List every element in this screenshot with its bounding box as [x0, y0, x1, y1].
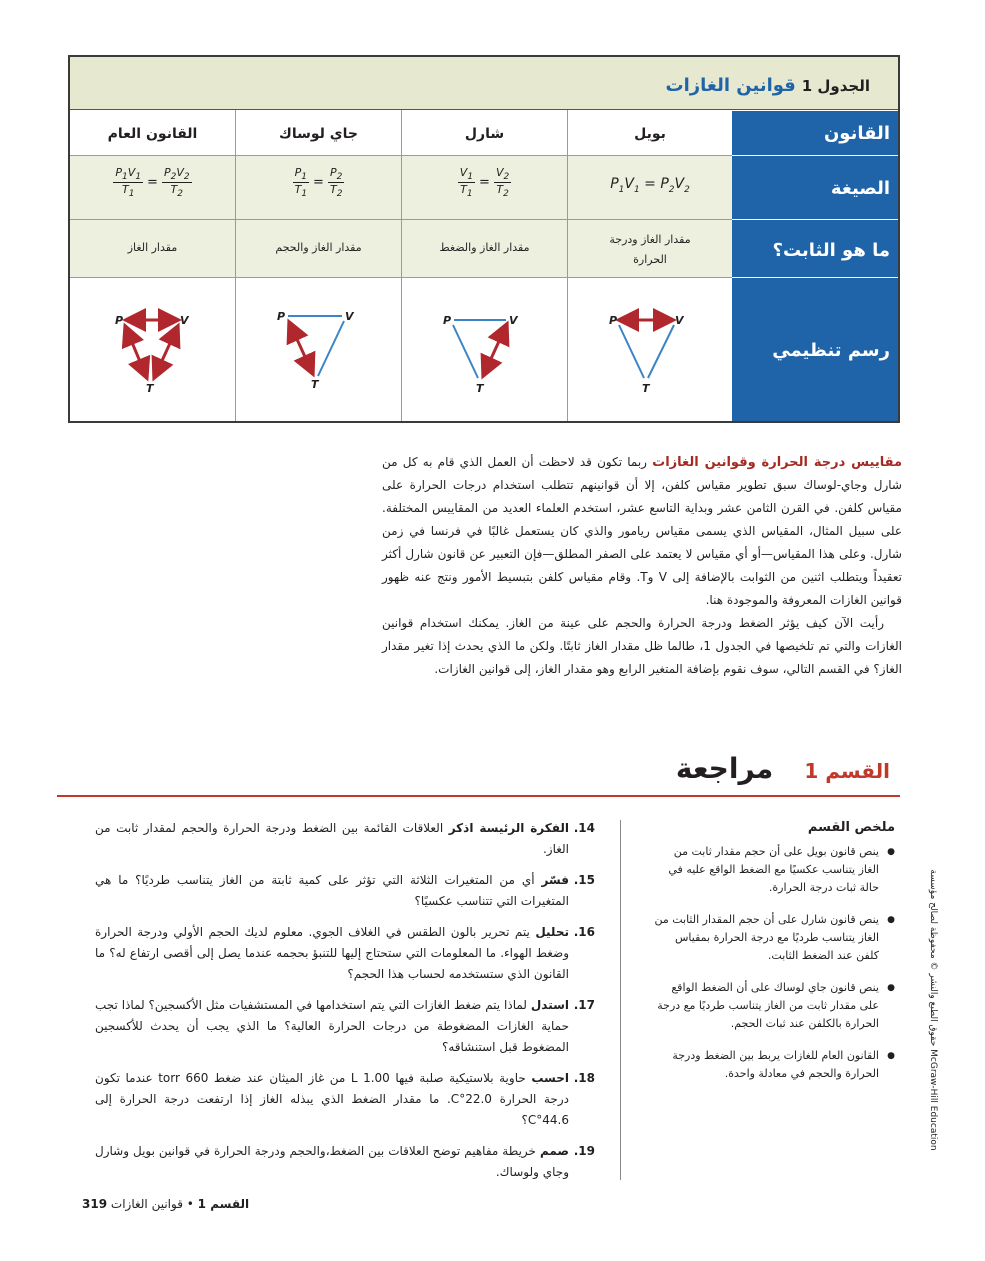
- question-verb: فسّر: [541, 873, 569, 887]
- diagram-charles: [401, 277, 567, 421]
- question-verb: الفكرة الرئيسة اذكر: [448, 821, 569, 835]
- question-number: 17.: [573, 998, 595, 1012]
- summary-title: ملخص القسم: [807, 820, 895, 835]
- review-questions: [95, 818, 595, 1193]
- review-heading: مراجعة: [675, 752, 774, 785]
- question-17: [95, 995, 595, 1058]
- diagram-combined: [70, 277, 235, 421]
- constant-boyle: مقدار الغاز ودرجة الحرارة: [567, 219, 732, 277]
- page-footer: [68, 1197, 368, 1211]
- diagram-label-t: T: [146, 382, 154, 395]
- question-number: 14.: [573, 821, 595, 835]
- diagram-label-p: P: [277, 310, 286, 323]
- diagram-label-t: T: [311, 378, 319, 391]
- column-header-boyle: بويل: [567, 110, 732, 155]
- question-text: يتم تحرير بالون الطقس في الغلاف الجوي. معلوم لديك الحجم الأولي ودرجة الحرارة وضغط الهواء. ما المعلومات التي ستحتاج إليها للتنبؤ بحجمه عندما يصل إلى أقصى ارتفاع له؟ ما القانون الذي ستستخدمه لحساب هذا الحجم؟: [95, 925, 569, 981]
- question-15: [95, 870, 595, 912]
- question-text: أي من المتغيرات الثلاثة التي تؤثر على كمية ثابتة من الغاز يتناسب طرديًا؟ ما هي المتغيرات التي تتناسب عكسيًا؟: [95, 873, 569, 908]
- gas-laws-table: [68, 55, 900, 423]
- column-header-gay-lussac: جاي لوساك: [235, 110, 401, 155]
- footer-section: القسم 1: [197, 1197, 250, 1211]
- question-number: 19.: [573, 1144, 595, 1158]
- copyright-text: حقوق الطبع والنشر © محفوظة لصالح مؤسسة McGraw-Hill Education: [928, 869, 938, 1151]
- diagram-label-p: P: [609, 314, 618, 327]
- body-heading: مقاييس درجة الحرارة وقوانين الغازات: [652, 455, 902, 470]
- question-verb: صمم: [539, 1144, 569, 1158]
- question-text: العلاقات القائمة بين الضغط ودرجة الحرارة والحجم لمقدار ثابت من الغاز.: [95, 821, 569, 856]
- question-verb: تحليل: [535, 925, 569, 939]
- constant-charles: مقدار الغاز والضغط: [401, 219, 567, 277]
- section-label: القسم 1: [804, 759, 890, 783]
- diagram-boyle: [567, 277, 732, 421]
- diagram-label-v: V: [509, 314, 518, 327]
- question-text: خريطة مفاهيم توضح العلاقات بين الضغط،والحجم ودرجة الحرارة في قوانين بويل وشارل وجاي ولوساك.: [95, 1144, 569, 1179]
- column-header-charles: شارل: [401, 110, 567, 155]
- body-text: [382, 451, 902, 681]
- caption-title: قوانين الغازات: [665, 75, 796, 96]
- diagram-label-v: V: [345, 310, 354, 323]
- paragraph-1: [382, 451, 902, 612]
- diagram-label-v: V: [675, 314, 684, 327]
- question-number: 18.: [573, 1071, 595, 1085]
- formula-charles: $\frac{V_1}{T_1}$ = $\frac{V_2}{T_2}$: [401, 155, 567, 219]
- paragraph-1-text: ربما تكون قد لاحظت أن العمل الذي قام به كل من شارل وجاي-لوساك سبق تطوير مقياس كلفن، إلا أن قوانينهم تتطلب استخدام درجات الحرارة على مقياس كلفن. في القرن الثامن عشر وبداية التاسع عشر، استخدم العلماء العديد من المقاييس المختلفة. على سبيل المثال، المقياس الذي يسمى مقياس ريامور والذي كان يستعمل غالبًا في فرنسا في زمن شارل. وعلى هذا المقياس—أو أي مقياس لا يعتمد على الصفر المطلق—فإن التعبير عن قانون شارل أكثر تعقيداً ويتطلب اثنين من الثوابت بالإضافة إلى V وT. وقام مقياس كلفن بتبسيط الأمور ونتج عنه ظهور قوانين الغازات المعروفة والموجودة هنا.: [382, 455, 902, 607]
- question-18: [95, 1068, 595, 1131]
- diagram-label-t: T: [476, 382, 484, 395]
- row-label-formula: الصيغة: [732, 155, 898, 219]
- question-19: [95, 1141, 595, 1183]
- question-14: [95, 818, 595, 860]
- summary-item: ● القانون العام للغازات يربط بين الضغط ودرجة الحرارة والحجم في معادلة واحدة.: [650, 1047, 895, 1083]
- footer-title: قوانين الغازات: [110, 1197, 183, 1211]
- summary-list: [650, 843, 895, 1083]
- formula-gay-lussac: $\frac{P_1}{T_1}$ = $\frac{P_2}{T_2}$: [235, 155, 401, 219]
- paragraph-2: رأيت الآن كيف يؤثر الضغط ودرجة الحرارة والحجم على عينة من الغاز. يمكنك استخدام قوانين الغازات والتي تم تلخيصها في الجدول 1، طالما ظل مقدار الغاز ثابتًا. ولكن ما الذي يحدث إذا تغير مقدار الغاز؟ في القسم التالي، سوف نقوم بإضافة المتغير الرابع وهو مقدار الغاز، إلى قوانين الغازات.: [382, 616, 903, 676]
- column-divider: [620, 820, 621, 1180]
- caption-label: الجدول 1: [801, 77, 870, 95]
- constant-combined: مقدار الغاز: [70, 219, 235, 277]
- footer-bullet: •: [186, 1197, 194, 1211]
- question-verb: استدل: [530, 998, 569, 1012]
- question-verb: احسب: [531, 1071, 569, 1085]
- review-divider: [57, 795, 900, 797]
- formula-combined: $\frac{P_1V_1}{T_1}$ = $\frac{P_2V_2}{T_2}$: [70, 155, 235, 219]
- page-number: 319: [82, 1197, 108, 1211]
- summary-item: ● ينص قانون شارل على أن حجم المقدار الثابت من الغاز يتناسب طرديًا مع درجة الحرارة بمقياس كلفن عند الضغط الثابت.: [650, 911, 895, 965]
- diagram-label-t: T: [642, 382, 650, 395]
- question-text: لماذا يتم ضغط الغازات التي يتم استخدامها في المستشفيات مثل الأكسجين؟ لماذا تجب حماية الغازات المضغوطة من درجات الحرارة العالية؟ ما الذي يجب أن يحدث للأكسجين المضغوط قبل استنشاقه؟: [95, 998, 569, 1054]
- question-16: [95, 922, 595, 985]
- row-label-constant: ما هو الثابت؟: [732, 219, 898, 277]
- row-label-diagram: رسم تنظيمي: [732, 277, 898, 421]
- section-summary: [650, 820, 895, 1097]
- diagram-label-p: P: [443, 314, 452, 327]
- diagram-gay-lussac: [235, 277, 401, 421]
- question-number: 15.: [573, 873, 595, 887]
- question-number: 16.: [573, 925, 595, 939]
- diagram-label-v: V: [180, 314, 189, 327]
- diagram-label-p: P: [115, 314, 124, 327]
- section-review-title: [600, 752, 890, 785]
- formula-boyle: $P_1V_1 = P_2V_2$: [567, 155, 732, 219]
- constant-gay-lussac: مقدار الغاز والحجم: [235, 219, 401, 277]
- row-label-law: القانون: [732, 110, 898, 155]
- table-caption: [70, 57, 898, 110]
- question-text: حاوية بلاستيكية صلبة فيها 1.00 L من غاز الميثان عند ضغط 660 torr عندما تكون درجة الحرارة 22.0°C. ما مقدار الضغط الذي يبذله الغاز إذا ارتفعت درجة الحرارة إلى 44.6°C؟: [95, 1071, 569, 1127]
- summary-item: ● ينص قانون بويل على أن حجم مقدار ثابت من الغاز يتناسب عكسيًا مع الضغط الواقع عليه في حالة ثبات درجة الحرارة.: [650, 843, 895, 897]
- summary-item: ● ينص قانون جاي لوساك على أن الضغط الواقع على مقدار ثابت من الغاز يتناسب طرديًا مع درجة الحرارة بالكلفن عند ثبات الحجم.: [650, 979, 895, 1033]
- column-header-combined: القانون العام: [107, 126, 198, 142]
- copyright-note: [920, 850, 946, 1170]
